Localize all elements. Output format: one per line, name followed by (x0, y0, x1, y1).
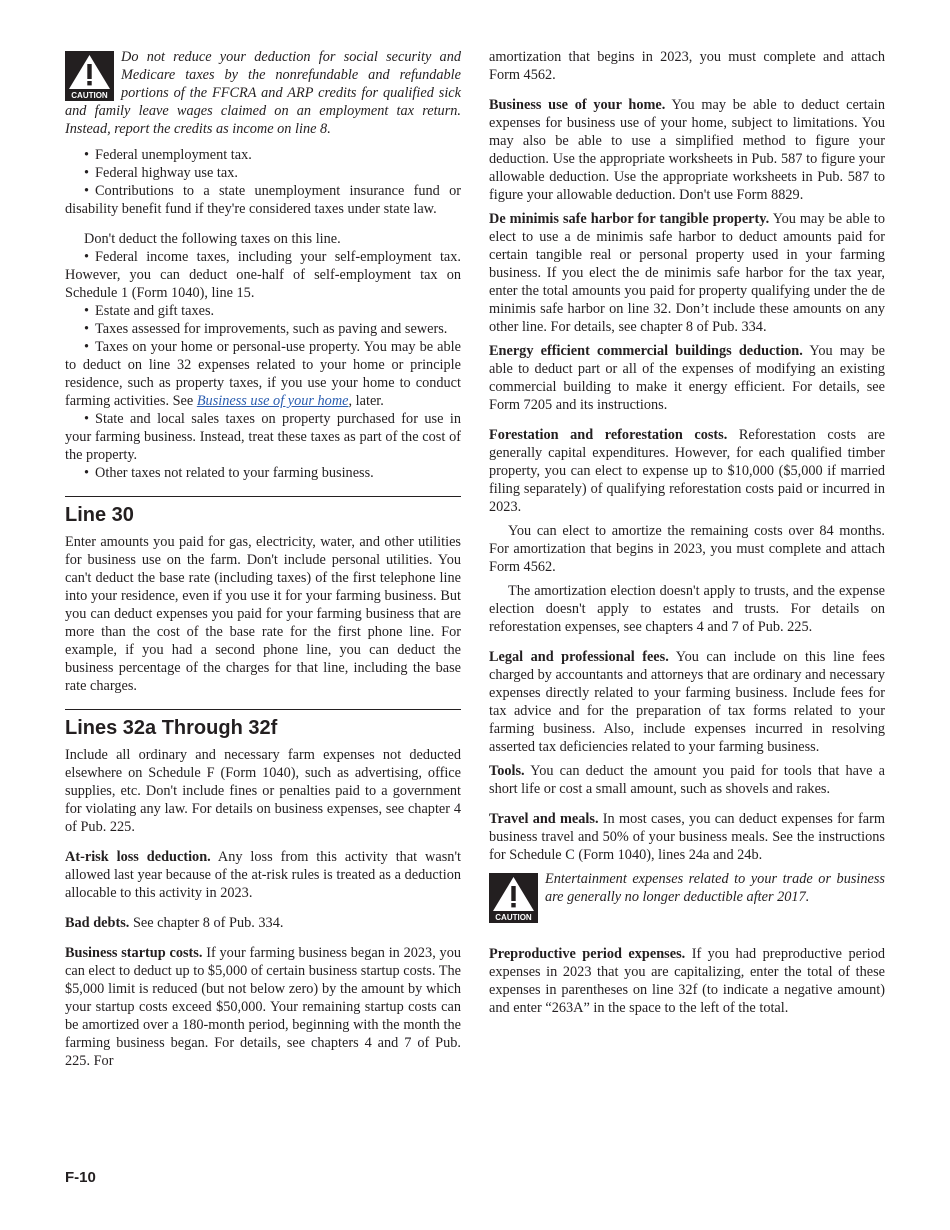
line30-text: Enter amounts you paid for gas, electricity, water, and other utilities for business use on the farm. Don't include personal utilities. You can't deduct the base rate (including taxes) of the first telephone line into your residence, even if you use it for your farming business. But you can deduct expenses you paid for your farming business that are more than the cost of the base rate for the first phone line. For example, if you had a second phone line, you can deduct the business percentage of the charges for that line, including the base rate charges. (65, 534, 461, 694)
forestation-paragraph-3: The amortization election doesn't apply to trusts, and the expense election doesn't apply to estates and trusts. For details on reforestation expenses, see chapters 4 and 7 of Pub. 225. (489, 583, 885, 635)
section-divider (65, 496, 461, 497)
section-divider (65, 709, 461, 710)
caution-note (489, 870, 885, 923)
list-item: • Contributions to a state unemployment insurance fund or disability benefit fund if they're considered taxes under state law. (65, 183, 461, 217)
list-item: • Federal unemployment tax. (84, 147, 252, 163)
tools-paragraph: Tools. You can deduct the amount you paid for tools that have a short life or cost a small amount, such as shovels and rakes. (489, 763, 885, 797)
dont-deduct-list (65, 248, 461, 482)
caution-icon (65, 51, 114, 101)
list-item: • Other taxes not related to your farming business. (84, 465, 374, 481)
list-item: • State and local sales taxes on property purchased for use in your farming business. Instead, treat these taxes as part of the cost of the property. (65, 411, 461, 463)
de-minimis-paragraph: De minimis safe harbor for tangible property. You may be able to elect to use a de minimis safe harbor to deduct amounts paid for certain tangible real or personal property used in your farming business. If you elect the de minimis safe harbor for the tax year, enter the total amounts you paid for property qualifying under the de minimis safe harbor on line 32. Don’t include these amounts on any other line. For details, see chapter 8 of Pub. 334. (489, 211, 886, 335)
caution-text: Entertainment expenses related to your trade or business are generally no longer deductible after 2017. (545, 871, 885, 905)
list-item: • Estate and gift taxes. (84, 303, 215, 319)
bad-debts-paragraph: Bad debts. See chapter 8 of Pub. 334. (65, 915, 284, 931)
energy-paragraph: Energy efficient commercial buildings deduction. You may be able to deduct part or all of the expenses of modifying an existing commercial building to make it energy efficient. For details, see Form 7205 and its instructions. (489, 343, 885, 413)
caution-text: Do not reduce your deduction for social security and Medicare taxes by the nonrefundable and refundable portions of the FFCRA and ARP credits for qualified sick and family leave wages claimed on an employment tax return. Instead, report the credits as income on line 8. (65, 49, 461, 137)
taxes-bullet-list (65, 146, 461, 218)
left-column (65, 48, 461, 1070)
legal-fees-paragraph: Legal and professional fees. You can include on this line fees charged by accountants and attorneys that are ordinary and necessary expenses directly related to your farming business. Include fees for tax advice and for the preparation of tax forms related to your farming business. Also, include expenses incurred in resolving asserted tax deficiencies related to your farming business. (489, 649, 885, 755)
lines32-text: Include all ordinary and necessary farm expenses not deducted elsewhere on Schedule F (Form 1040), such as advertising, office supplies, etc. Don't include fines or penalties paid to a government for violating any law. For details on business expenses, see chapter 4 of Pub. 225. (65, 747, 461, 835)
page-number: F-10 (65, 1169, 96, 1186)
travel-paragraph: Travel and meals. In most cases, you can deduct expenses for farm business travel and 50% of your business meals. See the instructions for Schedule C (Form 1040), lines 24a and 24b. (489, 811, 885, 863)
caution-note (65, 48, 461, 138)
list-item: • Taxes assessed for improvements, such as paving and sewers. (84, 321, 448, 337)
at-risk-paragraph: At-risk loss deduction. Any loss from this activity that wasn't allowed last year because of the at-risk rules is treated as a deduction allocable to this activity in 2023. (65, 849, 461, 901)
startup-continued: amortization that begins in 2023, you must complete and attach Form 4562. (489, 49, 885, 83)
list-item: • Federal income taxes, including your self-employment tax. However, you can deduct one-half of self-employment tax on Schedule 1 (Form 1040), line 15. (65, 249, 461, 301)
caution-icon (489, 873, 538, 923)
home-use-paragraph: Business use of your home. You may be able to deduct certain expenses for business use of your home, subject to limitations. You may also be able to use a simplified method to figure your deduction. Use the appropriate worksheets in Pub. 587 to figure your allowable deduction. Use the appropriate worksheets in Pub. 587 to figure your allowable deduction. Don't use Form 8829. (489, 97, 886, 203)
forestation-paragraph-2: You can elect to amortize the remaining costs over 84 months. For amortization that begins in 2023, you must complete and attach Form 4562. (489, 523, 885, 575)
forestation-paragraph: Forestation and reforestation costs. Reforestation costs are generally capital expenditures. However, for each qualified timber property, you can elect to expense up to $10,000 ($5,000 if married filing separately) of qualifying reforestation costs paid or incurred in 2023. (489, 427, 886, 515)
startup-costs-paragraph: Business startup costs. If your farming business began in 2023, you can elect to deduct up to $5,000 of certain business startup costs. The $5,000 limit is reduced (but not below zero) by the amount by which your startup costs exceed $50,000. Your remaining startup costs can be amortized over a 180-month period, beginning with the month the farming business began. For details, see chapters 4 and 7 of Pub. 225. For (65, 945, 461, 1069)
caution-label: CAUTION (495, 913, 532, 922)
lines32-heading: Lines 32a Through 32f (65, 717, 278, 739)
business-use-of-home-link[interactable]: Business use of your home (196, 393, 349, 409)
right-column (489, 48, 885, 1017)
dont-deduct-intro: Don't deduct the following taxes on this line. (84, 231, 341, 247)
line30-heading: Line 30 (65, 504, 134, 526)
caution-label: CAUTION (71, 91, 108, 100)
list-item: • Taxes on your home or personal-use property. You may be able to deduct on line 32 expenses related to your home or principle residence, such as property taxes, if you use your home to conduct farming activities. See Business use of your home, later. (65, 339, 461, 409)
list-item: • Federal highway use tax. (84, 165, 238, 181)
preproductive-paragraph: Preproductive period expenses. If you had preproductive period expenses in 2023 that you are capitalizing, enter the total of these expenses in parentheses on line 32f (to indicate a negative amount) and enter “263A” in the space to the left of the total. (489, 946, 886, 1016)
